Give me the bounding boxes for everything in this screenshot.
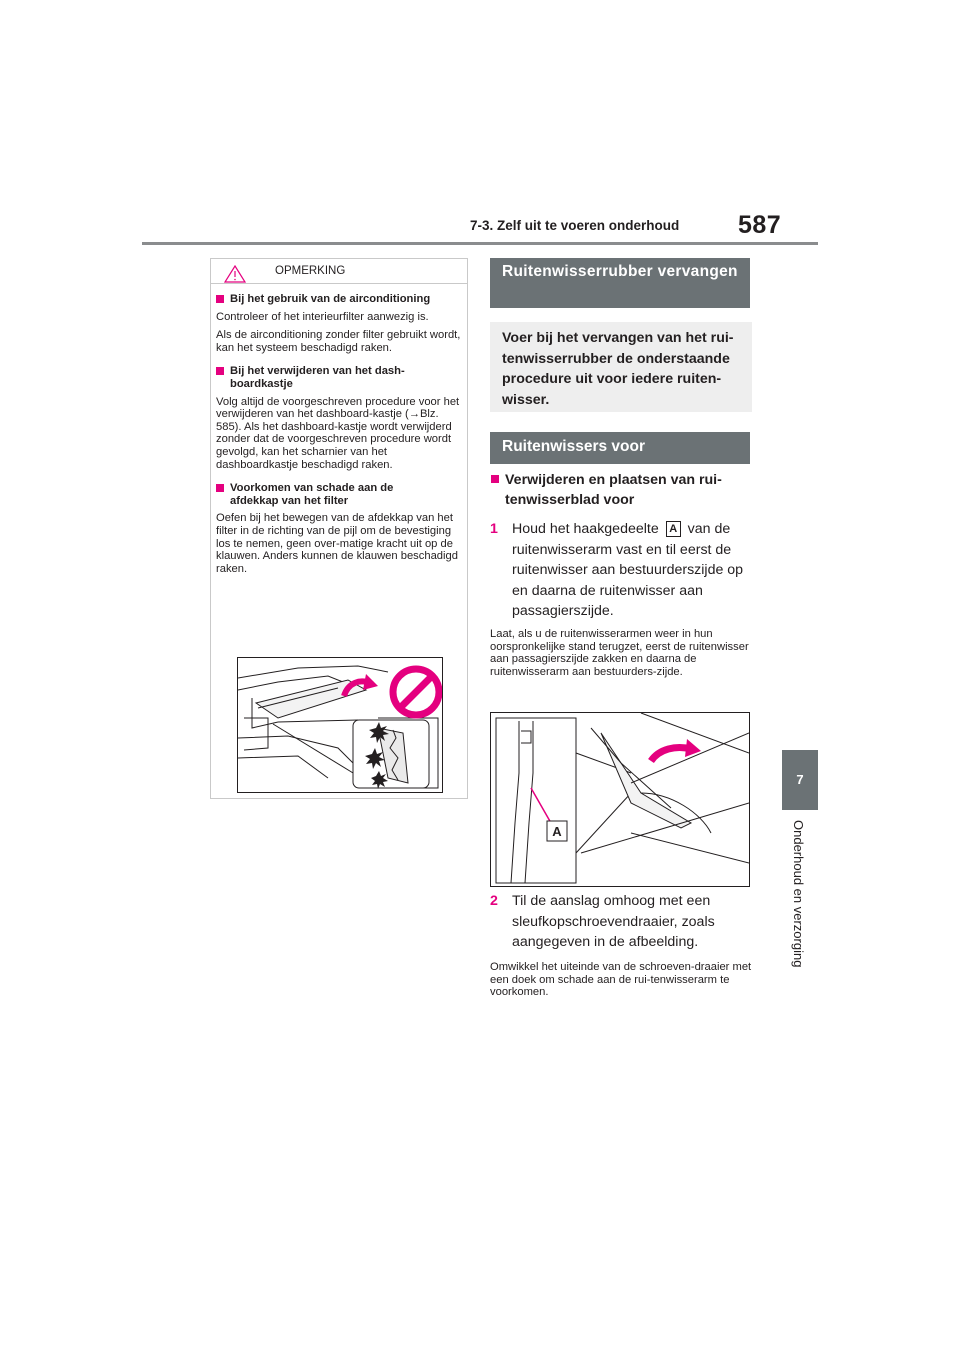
- step-2-note: Omwikkel het uiteinde van de schroeven-draaier met een doek om schade aan de rui-tenwisserarm te voorkomen.: [490, 961, 752, 999]
- step-number: 2: [490, 893, 498, 909]
- note-paragraph: Controleer of het interieurfilter aanwezig is.: [216, 310, 429, 323]
- note-heading-3: Voorkomen van schade aan de afdekkap van het filter: [216, 482, 462, 507]
- header-rule: [142, 242, 818, 245]
- step-2: [490, 891, 755, 953]
- note-title: OPMERKING: [275, 265, 346, 277]
- chapter-tab-label: Onderhoud en verzorging: [791, 820, 806, 968]
- callout-a-badge: A: [666, 521, 681, 537]
- subsection-rule: [490, 462, 750, 464]
- section-title: Ruitenwisserrubber vervangen: [490, 258, 750, 308]
- page-number: 587: [738, 211, 782, 239]
- note-heading-2: Bij het verwijderen van het dash-boardkastje: [216, 365, 462, 390]
- filter-cover-drawing: [238, 658, 442, 792]
- lead-paragraph: Voer bij het vervangen van het rui-tenwisserrubber de onderstaande procedure uit voor iedere ruiten-wisser.: [490, 322, 752, 412]
- wiper-drawing: [491, 713, 749, 886]
- step-1-note: Laat, als u de ruitenwisserarmen weer in hun oorspronkelijke stand terugzet, eerst de ruitenwisser aan passagierszijde zakken en daarna de ruitenwisserarm aan bestuurders-zijde.: [490, 628, 749, 678]
- section-header: 7-3. Zelf uit te voeren onderhoud: [470, 218, 680, 233]
- procedure-heading: Verwijderen en plaatsen van rui-tenwisserblad voor: [491, 470, 753, 510]
- wiper-illustration: [490, 712, 750, 887]
- note-divider: [211, 283, 467, 284]
- filter-cover-illustration: [237, 657, 443, 793]
- subsection-title: Ruitenwissers voor: [490, 432, 750, 462]
- note-paragraph: Oefen bij het bewegen van de afdekkap van het filter in de richting van de pijl om de bevestiging los te nemen, geen over-matige kracht uit op de klauwen. Anders kunnen de klauwen beschadigd raken.: [216, 512, 458, 575]
- step-text: Houd het haakgedeelte A van de ruitenwisserarm vast en til eerst de ruitenwisser aan bestuurderszijde op en daarna de ruitenwisser aan passagierszijde.: [512, 521, 744, 619]
- bullet-square-icon: [216, 295, 224, 303]
- bullet-square-icon: [216, 367, 224, 375]
- note-paragraph: Als de airconditioning zonder filter gebruikt wordt, kan het systeem beschadigd raken.: [216, 329, 461, 354]
- note-heading-1: Bij het gebruik van de airconditioning: [216, 293, 462, 306]
- warning-icon: [224, 265, 246, 283]
- step-text: Til de aanslag omhoog met een sleufkopschroevendraaier, zoals aangegeven in de afbeelding.: [512, 893, 715, 950]
- step-1: [490, 519, 755, 622]
- bullet-square-icon: [216, 484, 224, 492]
- note-content: [216, 293, 462, 581]
- step-number: 1: [490, 521, 498, 537]
- note-paragraph: Volg altijd de voorgeschreven procedure voor het verwijderen van het dashboard-kastje (→Blz. 585). Als het dashboard-kastje wordt verwijderd zonder dat de voorgeschreven procedure wordt gevolgd, kan het scharnier van het dashboardkastje beschadigd raken.: [216, 395, 460, 471]
- note-box: [210, 258, 468, 799]
- note-title-row: [211, 259, 467, 283]
- chapter-tab-number[interactable]: 7: [782, 750, 818, 810]
- bullet-square-icon: [491, 475, 499, 483]
- callout-a-label: A: [552, 824, 562, 839]
